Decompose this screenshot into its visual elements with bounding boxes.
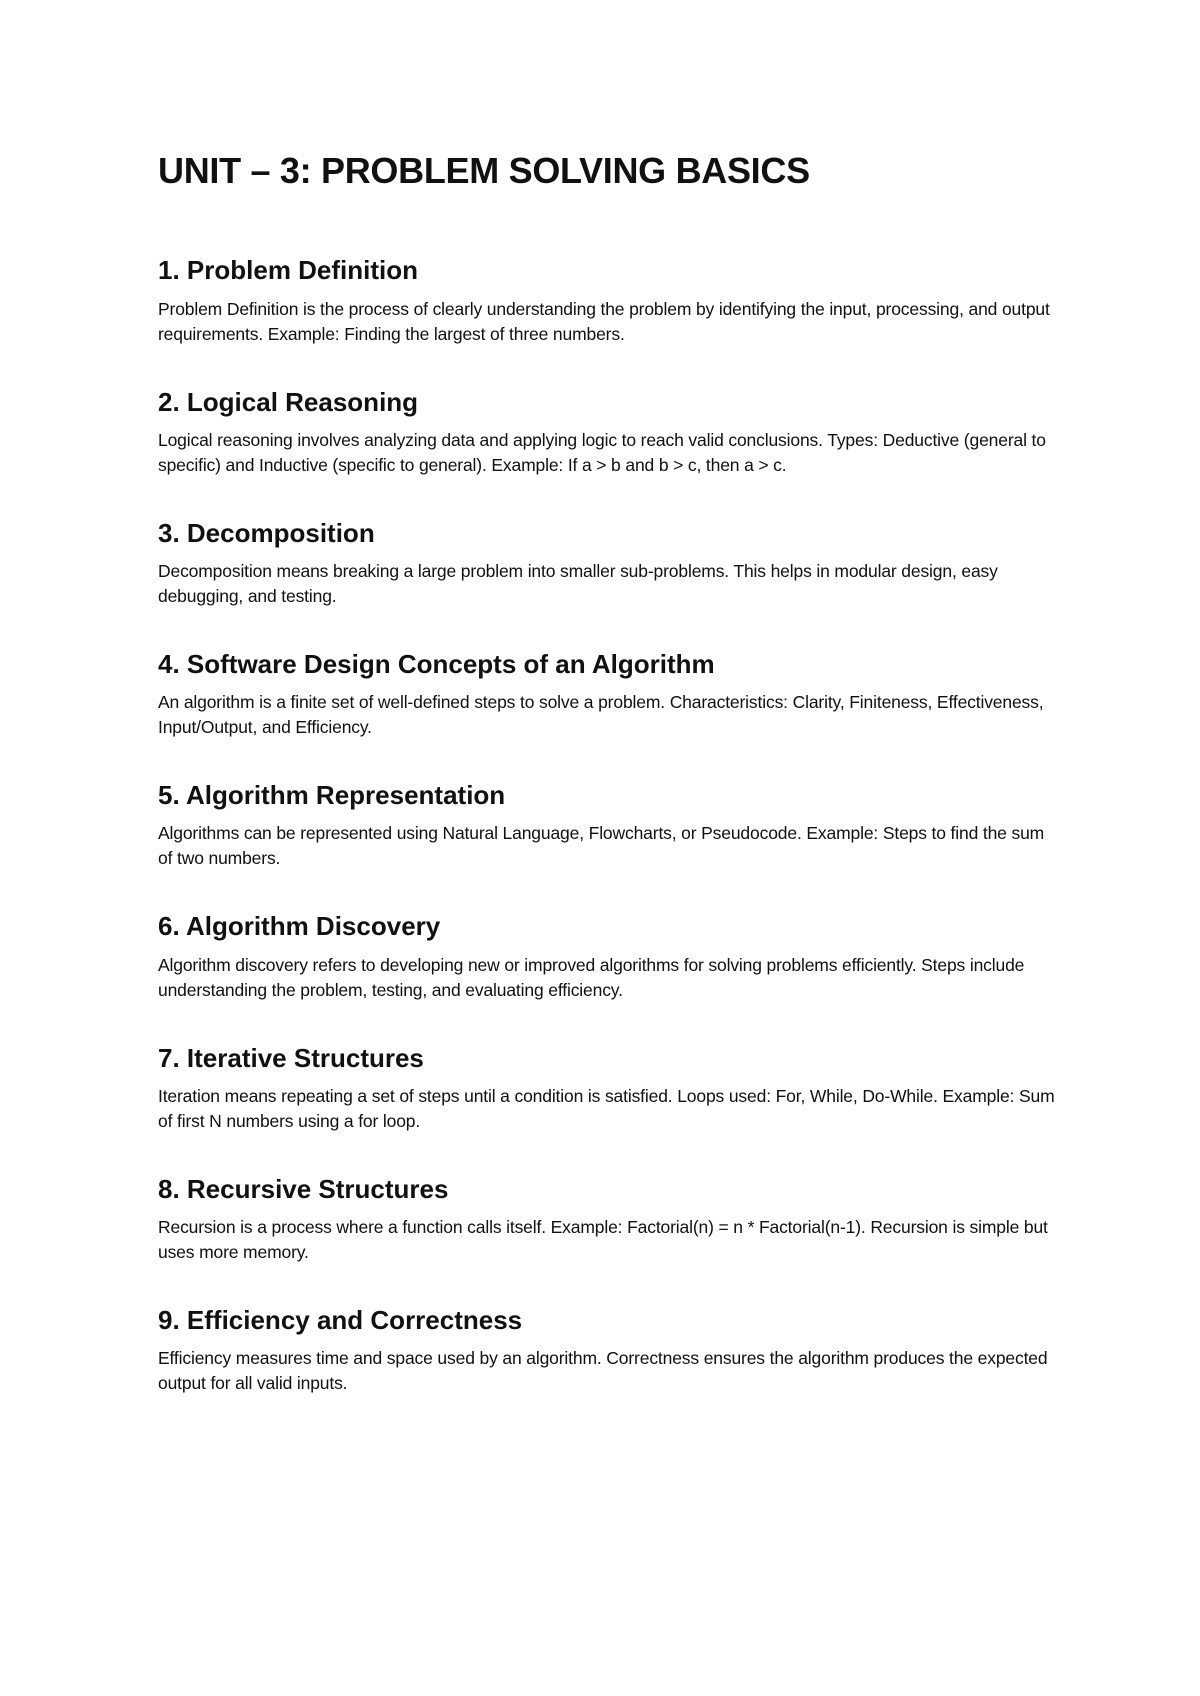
section-heading: 4. Software Design Concepts of an Algorithm	[158, 648, 715, 679]
section-efficiency-and-correctness	[158, 1305, 1058, 1396]
section-heading: 3. Decomposition	[158, 517, 375, 548]
section-heading: 8. Recursive Structures	[158, 1173, 449, 1204]
section-software-design-concepts	[158, 649, 1058, 740]
section-iterative-structures	[158, 1043, 1058, 1134]
section-decomposition	[158, 518, 1058, 609]
section-body: Problem Definition is the process of clearly understanding the problem by identifying the input, processing, and output requirements. Example: Finding the largest of three numbers.	[158, 298, 1050, 344]
section-heading: 7. Iterative Structures	[158, 1042, 424, 1073]
section-body: Efficiency measures time and space used by an algorithm. Correctness ensures the algorithm produces the expected output for all valid inputs.	[158, 1348, 1048, 1394]
section-body: Algorithms can be represented using Natural Language, Flowcharts, or Pseudocode. Example: Steps to find the sum of two numbers.	[158, 823, 1045, 869]
section-heading: 1. Problem Definition	[158, 255, 419, 286]
section-recursive-structures	[158, 1174, 1058, 1265]
section-body: An algorithm is a finite set of well-defined steps to solve a problem. Characteristics: Clarity, Finiteness, Effectiveness, Input/Output, and Efficiency.	[158, 692, 1044, 738]
section-heading: 5. Algorithm Representation	[158, 780, 506, 811]
page-title: UNIT – 3: PROBLEM SOLVING BASICS	[158, 150, 810, 191]
section-logical-reasoning	[158, 387, 1058, 478]
section-body: Recursion is a process where a function calls itself. Example: Factorial(n) = n * Factorial(n-1). Recursion is simple but uses more memory.	[158, 1216, 1048, 1262]
section-heading: 6. Algorithm Discovery	[158, 911, 441, 942]
section-algorithm-discovery	[158, 911, 1058, 1002]
section-body: Iteration means repeating a set of steps until a condition is satisfied. Loops used: For, While, Do-While. Example: Sum of first N numbers using a for loop.	[158, 1085, 1055, 1131]
section-body: Decomposition means breaking a large problem into smaller sub-problems. This helps in modular design, easy debugging, and testing.	[158, 560, 998, 606]
section-heading: 9. Efficiency and Correctness	[158, 1304, 523, 1335]
section-algorithm-representation	[158, 780, 1058, 871]
document-page	[158, 150, 1058, 1436]
section-heading: 2. Logical Reasoning	[158, 386, 419, 417]
section-body: Algorithm discovery refers to developing new or improved algorithms for solving problems efficiently. Steps include understanding the problem, testing, and evaluating efficiency.	[158, 954, 1025, 1000]
section-body: Logical reasoning involves analyzing data and applying logic to reach valid conclusions. Types: Deductive (general to specific) and Inductive (specific to general). Example: If a > b and b > c, then a > c.	[158, 429, 1046, 475]
section-problem-definition	[158, 255, 1058, 346]
